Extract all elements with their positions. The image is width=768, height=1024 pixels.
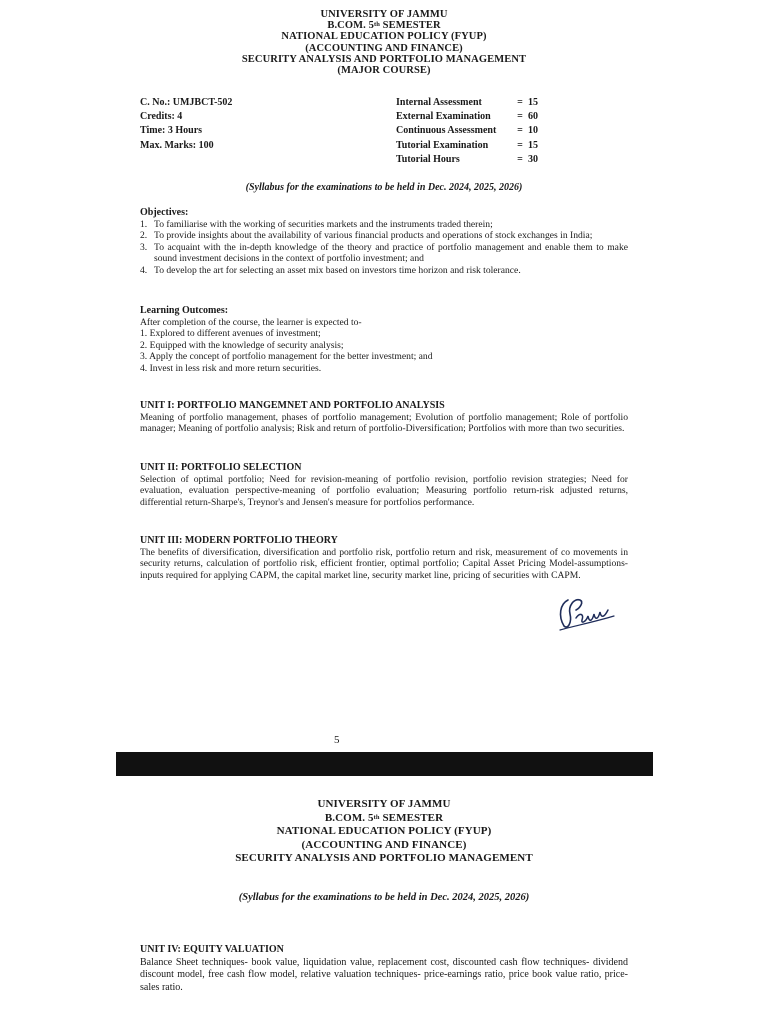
list-item: 2. Equipped with the knowledge of security analysis; bbox=[140, 339, 344, 351]
assessment-row: Internal Assessment = 15 bbox=[396, 97, 538, 108]
list-item: 4. Invest in less risk and more return securities. bbox=[140, 362, 322, 374]
page-number: 5 bbox=[334, 734, 340, 746]
unit-4-section bbox=[140, 944, 628, 994]
page-divider bbox=[116, 752, 653, 776]
course-credits: Credits: 4 bbox=[140, 111, 183, 123]
unit-2-section bbox=[140, 462, 628, 508]
policy-line: NATIONAL EDUCATION POLICY (FYUP) bbox=[281, 31, 487, 43]
objectives-section bbox=[140, 207, 628, 277]
list-item: 1. To familiarise with the working of securities markets and the instruments traded therein; bbox=[140, 218, 493, 230]
unit-4-body: Balance Sheet techniques- book value, liquidation value, replacement cost, discounted cash flow techniques- dividend discount model, free cash flow model, relative valuation techniques- price-earnings ratio, price book value ratio, price-sales ratio. bbox=[140, 956, 628, 993]
learning-outcomes-title: Learning Outcomes: bbox=[140, 305, 229, 316]
semester-line: B.COM. 5th SEMESTER bbox=[324, 811, 444, 824]
handwritten-signature bbox=[554, 592, 618, 632]
list-item: 4. To develop the art for selecting an asset mix based on investors time horizon and risk tolerance. bbox=[140, 264, 521, 276]
unit-3-title: UNIT III: MODERN PORTFOLIO THEORY bbox=[140, 535, 338, 546]
unit-2-body: Selection of optimal portfolio; Need for revision-meaning of portfolio revision, portfolio revision strategies; Need for evaluation, evaluation perspective-meaning of portfolio evaluation; Measuring portfolio return-risk adjusted returns, differential return-Sharpe's, Treynor's and Jensen's measure for portfolios performance. bbox=[140, 473, 628, 508]
list-item: 3. Apply the concept of portfolio management for the better investment; and bbox=[140, 351, 433, 363]
learning-outcomes-section bbox=[140, 305, 628, 375]
document-header bbox=[0, 9, 768, 76]
document-header bbox=[0, 798, 768, 866]
learning-outcomes-intro: After completion of the course, the learner is expected to- bbox=[140, 316, 362, 328]
course-type: (MAJOR COURSE) bbox=[337, 65, 431, 77]
assessment-row: Tutorial Examination = 15 bbox=[396, 139, 538, 151]
list-item: 3. To acquaint with the in-depth knowledge of the theory and practice of portfolio management and enable them to make sound investment decisions in the context of portfolio investment; and bbox=[140, 241, 628, 265]
subject-title: SECURITY ANALYSIS AND PORTFOLIO MANAGEMENT bbox=[235, 852, 533, 864]
list-item: 1. Explored to different avenues of investment; bbox=[140, 328, 321, 340]
unit-4-title: UNIT IV: EQUITY VALUATION bbox=[140, 944, 284, 955]
stream-line: (ACCOUNTING AND FINANCE) bbox=[301, 838, 467, 851]
course-number: C. No.: UMJBCT-502 bbox=[140, 97, 233, 108]
university-name: UNIVERSITY OF JAMMU bbox=[317, 798, 451, 810]
unit-1-section bbox=[140, 400, 628, 435]
list-item: 2. To provide insights about the availability of various financial products and operations of stock exchanges in India; bbox=[140, 230, 593, 242]
assessment-row: Continuous Assessment = 10 bbox=[396, 125, 538, 137]
unit-3-section bbox=[140, 535, 628, 581]
assessment-row: Tutorial Hours = 30 bbox=[396, 153, 538, 165]
semester-line: B.COM. 5th SEMESTER bbox=[327, 20, 441, 32]
assessment-table bbox=[396, 96, 548, 167]
stream-line: (ACCOUNTING AND FINANCE) bbox=[305, 42, 463, 54]
syllabus-note: (Syllabus for the examinations to be held in Dec. 2024, 2025, 2026) bbox=[238, 892, 530, 903]
course-info bbox=[140, 96, 232, 153]
course-time: Time: 3 Hours bbox=[140, 125, 203, 137]
university-name: UNIVERSITY OF JAMMU bbox=[320, 9, 448, 20]
unit-1-title: UNIT I: PORTFOLIO MANGEMNET AND PORTFOLIO ANALYSIS bbox=[140, 400, 445, 411]
objectives-title: Objectives: bbox=[140, 207, 189, 218]
objectives-list bbox=[140, 219, 628, 277]
policy-line: NATIONAL EDUCATION POLICY (FYUP) bbox=[276, 825, 492, 837]
unit-3-body: The benefits of diversification, diversification and portfolio risk, portfolio return and risk, measurement of co movements in security returns, calculation of portfolio risk, efficient frontier, optimal portfolio; Capital Asset Pricing Model-assumptions-inputs required for applying CAPM, the capital market line, security market line, pricing of securities with CAPM. bbox=[140, 546, 628, 581]
assessment-row: External Examination = 60 bbox=[396, 111, 538, 123]
course-max-marks: Max. Marks: 100 bbox=[140, 139, 214, 151]
unit-2-title: UNIT II: PORTFOLIO SELECTION bbox=[140, 462, 302, 473]
unit-1-body: Meaning of portfolio management, phases of portfolio management; Evolution of portfolio management; Role of portfolio manager; Meaning of portfolio analysis; Risk and return of portfolio-Diversification; Portfolios with more than two securities. bbox=[140, 411, 628, 435]
subject-title: SECURITY ANALYSIS AND PORTFOLIO MANAGEMENT bbox=[241, 53, 527, 65]
syllabus-page-2 bbox=[0, 776, 768, 1024]
syllabus-note: (Syllabus for the examinations to be held in Dec. 2024, 2025, 2026) bbox=[245, 182, 523, 193]
